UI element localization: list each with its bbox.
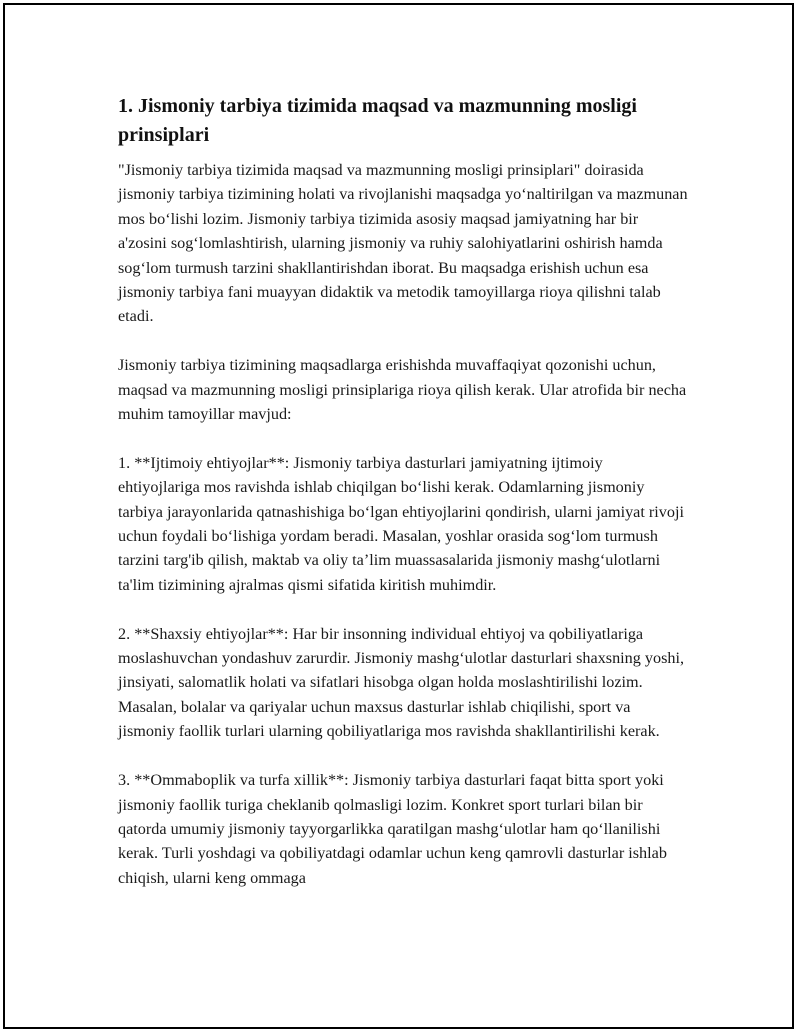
section-heading: 1. Jismoniy tarbiya tizimida maqsad va mazmunning mosligi prinsiplari: [118, 95, 637, 146]
paragraph-principles: Jismoniy tarbiya tizimining maqsadlarga erishishda muvaffaqiyat qozonishi uchun, maqsad va mazmunning mosligi prinsiplariga rioya qilish kerak. Ular atrofida bir necha muhim tamoyillar mavjud:: [118, 356, 687, 424]
paragraph-personal-needs: 2. **Shaxsiy ehtiyojlar**: Har bir insonning individual ehtiyoj va qobiliyatlariga moslashuvchan yondashuv zarurdir. Jismoniy mashg‘ulotlar dasturlari shaxsning yoshi, jinsiyati, salomatlik holati va sifatlari hisobga olgan holda moslashtirilishi lozim. Masalan, bolalar va qariyalar uchun maxsus dasturlar ishlab chiqilishi, sport va jismoniy faollik turlari ularning qobiliyatlariga mos ravishda shakllantirilishi kerak.: [118, 624, 685, 741]
paragraph-intro: "Jismoniy tarbiya tizimida maqsad va mazmunning mosligi prinsiplari" doirasida jismoniy tarbiya tizimining holati va rivojlanishi maqsadga yo‘naltirilgan va mazmunan mos bo‘lishi lozim. Jismoniy tarbiya tizimida asosiy maqsad jamiyatning har bir a'zosini sog‘lomlashtirish, ularning jismoniy va ruhiy salohiyatlarini oshirish hamda sog‘lom turmush tarzini shakllantirishdan iborat. Bu maqsadga erishish uchun esa jismoniy tarbiya fani muayyan didaktik va metodik tamoyillarga rioya qilishni talab etadi.: [118, 161, 688, 326]
paragraph-popularity-variety: 3. **Ommaboplik va turfa xillik**: Jismoniy tarbiya dasturlari faqat bitta sport yoki jismoniy faollik turiga cheklanib qolmasligi lozim. Konkret sport turlari bilan bir qatorda umumiy jismoniy tayyorgarlikka qaratilgan mashg‘ulotlar ham qo‘llanilishi kerak. Turli yoshdagi va qobiliyatdagi odamlar uchun keng qamrovli dasturlar ishlab chiqish, ularni keng ommaga: [118, 771, 667, 887]
paragraph-social-needs: 1. **Ijtimoiy ehtiyojlar**: Jismoniy tarbiya dasturlari jamiyatning ijtimoiy ehtiyojlariga mos ravishda ishlab chiqilgan bo‘lishi kerak. Odamlarning jismoniy tarbiya jarayonlarida qatnashishiga bo‘lgan ehtiyojlarini qondirish, ularni jamiyat rivoji uchun foydali bo‘lishiga yordam beradi. Masalan, yoshlar orasida sog‘lom turmush tarzini targ'ib qilish, maktab va oliy ta’lim muassasalarida jismoniy mashg‘ulotlarni ta'lim tizimining ajralmas qismi sifatida kiritish muhimdir.: [118, 453, 684, 594]
document-body: [118, 92, 688, 915]
